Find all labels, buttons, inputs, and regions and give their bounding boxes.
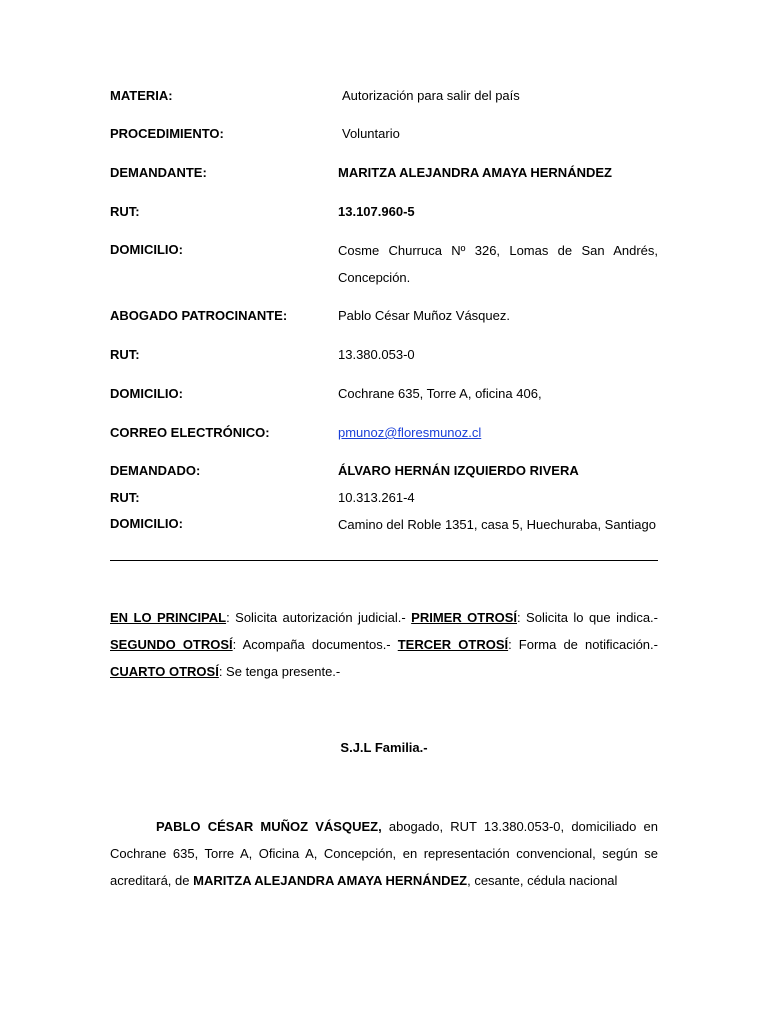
summary-otrosi3-label: TERCER OTROSÍ bbox=[397, 637, 509, 652]
summary-principal-text: : Solicita autorización judicial.- bbox=[226, 610, 412, 625]
header-divider bbox=[110, 560, 658, 561]
value-demandado: ÁLVARO HERNÁN IZQUIERDO RIVERA bbox=[338, 463, 579, 478]
label-domicilio: DOMICILIO: bbox=[110, 516, 183, 531]
court-heading: S.J.L Familia.- bbox=[340, 740, 428, 755]
value-procedimiento: Voluntario bbox=[342, 126, 400, 141]
email-link[interactable]: pmunoz@floresmunoz.cl bbox=[338, 425, 482, 440]
label-domicilio: DOMICILIO: bbox=[110, 386, 183, 401]
label-rut: RUT: bbox=[110, 204, 140, 219]
summary-otrosi4-text: : Se tenga presente.- bbox=[218, 664, 341, 679]
body-paragraph bbox=[110, 813, 658, 894]
value-rut-demandante: 13.107.960-5 bbox=[338, 204, 415, 219]
body-client-name: MARITZA ALEJANDRA AMAYA HERNÁNDEZ bbox=[193, 873, 468, 888]
summary-otrosi2-text: : Acompaña documentos.- bbox=[232, 637, 398, 652]
label-domicilio: DOMICILIO: bbox=[110, 242, 183, 257]
summary-otrosi1-label: PRIMER OTROSÍ bbox=[411, 610, 517, 625]
body-text-2: , cesante, cédula nacional bbox=[467, 873, 618, 888]
summary-otrosi1-text: : Solicita lo que indica.- bbox=[517, 610, 658, 625]
value-rut-abogado: 13.380.053-0 bbox=[338, 347, 415, 362]
body-text-1: abogado, RUT 13.380.053-0, domiciliado en Cochrane 635, Torre A, Oficina A, Concepción, en representación convencional, según se acreditará, de bbox=[110, 819, 658, 888]
summary-otrosi4-label: CUARTO OTROSÍ bbox=[110, 664, 219, 679]
label-correo: CORREO ELECTRÓNICO: bbox=[110, 425, 270, 440]
label-demandado: DEMANDADO: bbox=[110, 463, 201, 478]
label-procedimiento: PROCEDIMIENTO: bbox=[110, 126, 224, 141]
value-domicilio-demandante: Cosme Churruca Nº 326, Lomas de San Andrés, Concepción. bbox=[338, 243, 658, 285]
value-domicilio-abogado: Cochrane 635, Torre A, oficina 406, bbox=[338, 386, 542, 401]
summary-otrosi3-text: : Forma de notificación.- bbox=[508, 637, 658, 652]
value-abogado: Pablo César Muñoz Vásquez. bbox=[338, 308, 510, 323]
summary-paragraph bbox=[110, 604, 658, 685]
body-lawyer-name: PABLO CÉSAR MUÑOZ VÁSQUEZ, bbox=[156, 819, 382, 834]
label-demandante: DEMANDANTE: bbox=[110, 165, 207, 180]
summary-principal-label: EN LO PRINCIPAL bbox=[110, 610, 227, 625]
summary-otrosi2-label: SEGUNDO OTROSÍ bbox=[110, 637, 233, 652]
value-demandante: MARITZA ALEJANDRA AMAYA HERNÁNDEZ bbox=[338, 165, 612, 180]
label-rut: RUT: bbox=[110, 347, 140, 362]
label-abogado: ABOGADO PATROCINANTE: bbox=[110, 308, 288, 323]
label-materia: MATERIA: bbox=[110, 88, 173, 103]
value-materia: Autorización para salir del país bbox=[342, 88, 520, 103]
value-domicilio-demandado: Camino del Roble 1351, casa 5, Huechuraba, Santiago bbox=[338, 517, 656, 532]
value-rut-demandado: 10.313.261-4 bbox=[338, 490, 415, 505]
label-rut: RUT: bbox=[110, 490, 140, 505]
